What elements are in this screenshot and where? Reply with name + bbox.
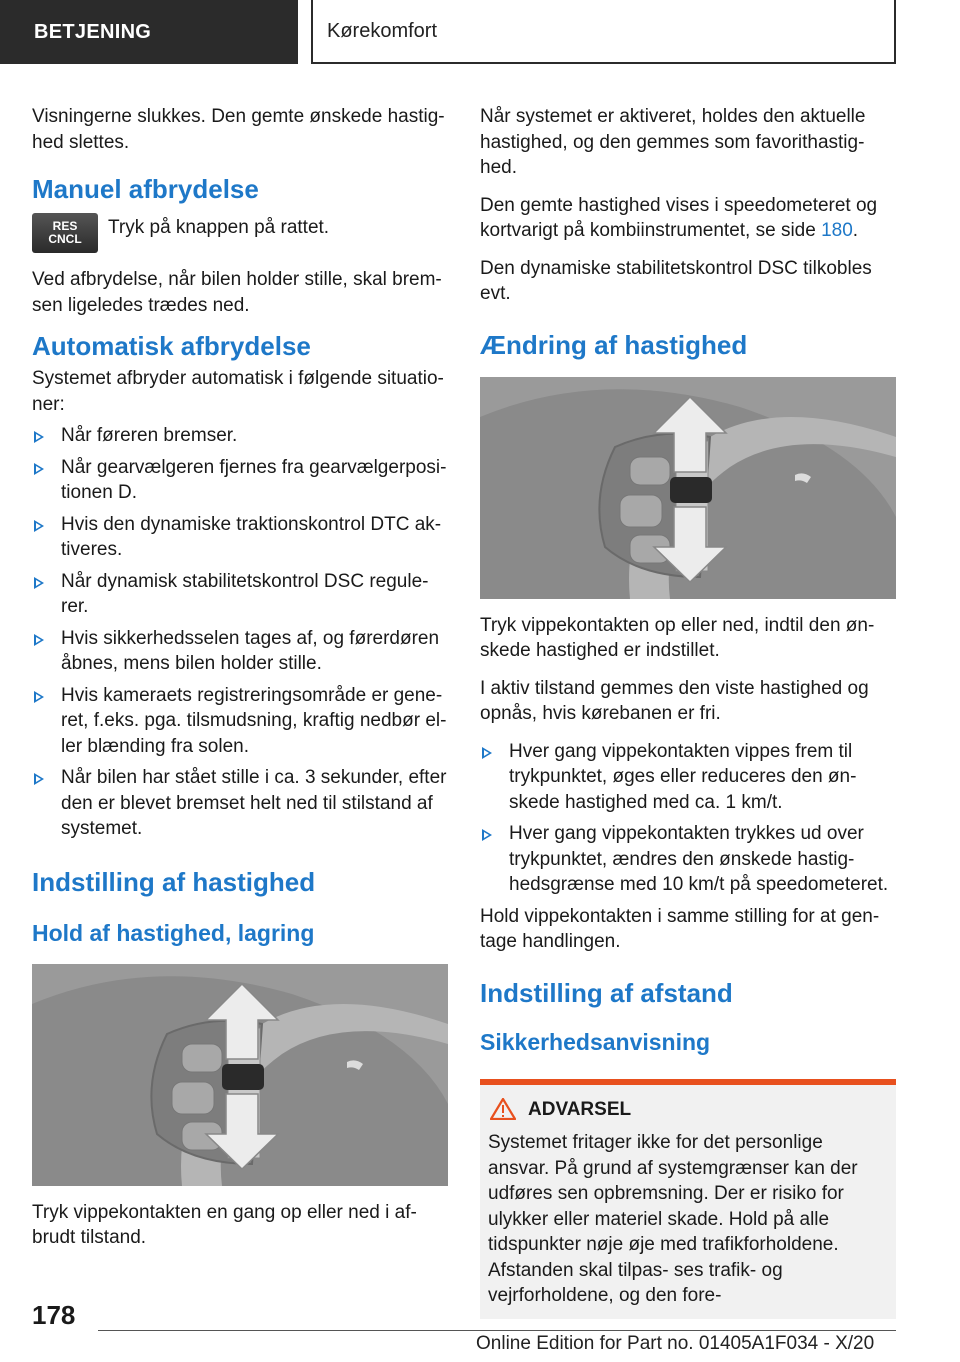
page-reference-link[interactable]: 180 bbox=[821, 220, 853, 241]
list-item-text: Hvis den dynamiske traktionskontrol DTC ak- tiveres. bbox=[61, 513, 442, 560]
triangle-bullet-icon bbox=[482, 747, 492, 759]
list-item bbox=[480, 739, 896, 816]
paragraph: Den dynamiske stabilitetskontrol DSC tilkobles evt. bbox=[480, 257, 872, 304]
speed-change-list bbox=[480, 739, 896, 898]
right-column bbox=[480, 104, 896, 1319]
page-number: 178 bbox=[32, 1300, 76, 1330]
manual-cancel-text: Tryk på knappen på rattet. bbox=[108, 217, 330, 238]
section-tab bbox=[0, 0, 298, 64]
list-item-text: Når gearvælgeren fjernes fra gearvælgerposi- tionen D. bbox=[61, 456, 447, 503]
steering-wheel-illustration bbox=[480, 377, 896, 599]
heading-manual-cancel: Manuel afbrydelse bbox=[32, 174, 259, 204]
heading-distance-setting: Indstilling af afstand bbox=[480, 977, 733, 1008]
cncl-label: CNCL bbox=[48, 232, 82, 246]
paragraph-text: . bbox=[852, 220, 859, 241]
auto-cancel-list bbox=[32, 423, 448, 842]
triangle-bullet-icon bbox=[34, 431, 44, 443]
list-item bbox=[32, 423, 448, 449]
section-label: BETJENING bbox=[34, 20, 152, 43]
triangle-bullet-icon bbox=[482, 829, 492, 841]
list-item-text: Hvis sikkerhedsselen tages af, og førerdøren åbnes, mens bilen holder stille. bbox=[61, 627, 440, 674]
paragraph-text: Den gemte hastighed vises i speedometeret og kortvarigt på kombiinstrumentet, se side bbox=[480, 194, 878, 241]
warning-title: ADVARSEL bbox=[528, 1098, 632, 1120]
edition-note: Online Edition for Part no. 01405A1F034 - X/20 bbox=[476, 1333, 875, 1354]
heading-hold-speed: Hold af hastighed, lagring bbox=[32, 919, 315, 946]
list-item bbox=[32, 569, 448, 620]
paragraph: Hold vippekontakten i samme stilling for at gen- tage handlingen. bbox=[480, 905, 880, 952]
figure-caption: Tryk vippekontakten en gang op eller ned i af- brudt tilstand. bbox=[32, 1201, 417, 1248]
chapter-label: Kørekomfort bbox=[327, 19, 438, 42]
res-cncl-button-icon bbox=[32, 213, 98, 253]
paragraph: Systemet afbryder automatisk i følgende situatio- ner: bbox=[32, 368, 444, 415]
warning-title-row bbox=[488, 1097, 888, 1123]
triangle-bullet-icon bbox=[34, 577, 44, 589]
triangle-bullet-icon bbox=[34, 691, 44, 703]
list-item bbox=[32, 683, 448, 760]
heading-change-speed: Ændring af hastighed bbox=[480, 329, 748, 360]
warning-triangle-icon bbox=[490, 1098, 516, 1120]
paragraph: Når systemet er aktiveret, holdes den aktuelle hastighed, og den gemmes som favorithastig- hed. bbox=[480, 106, 866, 178]
list-item bbox=[32, 455, 448, 506]
res-cncl-row bbox=[32, 215, 448, 253]
res-label: RES bbox=[52, 219, 78, 233]
left-column bbox=[32, 104, 448, 1263]
triangle-bullet-icon bbox=[34, 773, 44, 785]
triangle-bullet-icon bbox=[34, 463, 44, 475]
list-item-text: Når bilen har stået stille i ca. 3 sekunder, efter den er blevet bremset helt ned til stilstand af systemet. bbox=[61, 767, 447, 839]
footer-divider bbox=[98, 1330, 896, 1331]
triangle-bullet-icon bbox=[34, 520, 44, 532]
heading-safety-note: Sikkerhedsanvisning bbox=[480, 1028, 711, 1055]
paragraph: I aktiv tilstand gemmes den viste hastighed og opnås, hvis kørebanen er fri. bbox=[480, 677, 869, 724]
steering-wheel-illustration bbox=[32, 964, 448, 1186]
list-item-text: Hver gang vippekontakten trykkes ud over trykpunktet, ændres den ønskede hastig- hedsgrænse med 10 km/t på speedometeret. bbox=[509, 823, 889, 895]
list-item bbox=[32, 765, 448, 842]
chapter-header bbox=[311, 0, 896, 64]
heading-auto-cancel: Automatisk afbrydelse bbox=[32, 331, 311, 361]
triangle-bullet-icon bbox=[34, 634, 44, 646]
list-item bbox=[32, 626, 448, 677]
warning-box bbox=[480, 1079, 896, 1319]
list-item-text: Når dynamisk stabilitetskontrol DSC regule- rer. bbox=[61, 570, 429, 617]
paragraph-with-link bbox=[480, 193, 896, 244]
paragraph: Visningerne slukkes. Den gemte ønskede hastig- hed slettes. bbox=[32, 106, 445, 153]
heading-speed-setting: Indstilling af hastighed bbox=[32, 866, 316, 897]
list-item bbox=[480, 821, 896, 898]
list-item-text: Hver gang vippekontakten vippes frem til trykpunktet, øges eller reduceres den øn- skede hastighed med ca. 1 km/t. bbox=[509, 740, 857, 813]
steering-wheel-rocker-image bbox=[480, 377, 896, 599]
list-item-text: Når føreren bremser. bbox=[61, 425, 238, 446]
list-item-text: Hvis kameraets registreringsområde er gene- ret, f.eks. pga. tilsmudsning, kraftig nedbør el- ler blænding fra solen. bbox=[61, 684, 447, 757]
steering-wheel-rocker-image bbox=[32, 964, 448, 1186]
figure-caption: Tryk vippekontakten op eller ned, indtil den øn- skede hastighed er indstillet. bbox=[480, 614, 875, 661]
list-item bbox=[32, 512, 448, 563]
paragraph: Ved afbrydelse, når bilen holder stille, skal brem- sen ligeledes trædes ned. bbox=[32, 269, 442, 316]
warning-text: Systemet fritager ikke for det personlige ansvar. På grund af systemgrænser kan der udføres sen opbremsning. Der er risiko for ulykker eller materiel skade. Hold på alle tidspunkter nøje øje med trafikforholdene. Afstanden skal tilpas- ses trafik- og vejrforholdene, og den fore- bbox=[488, 1132, 858, 1306]
